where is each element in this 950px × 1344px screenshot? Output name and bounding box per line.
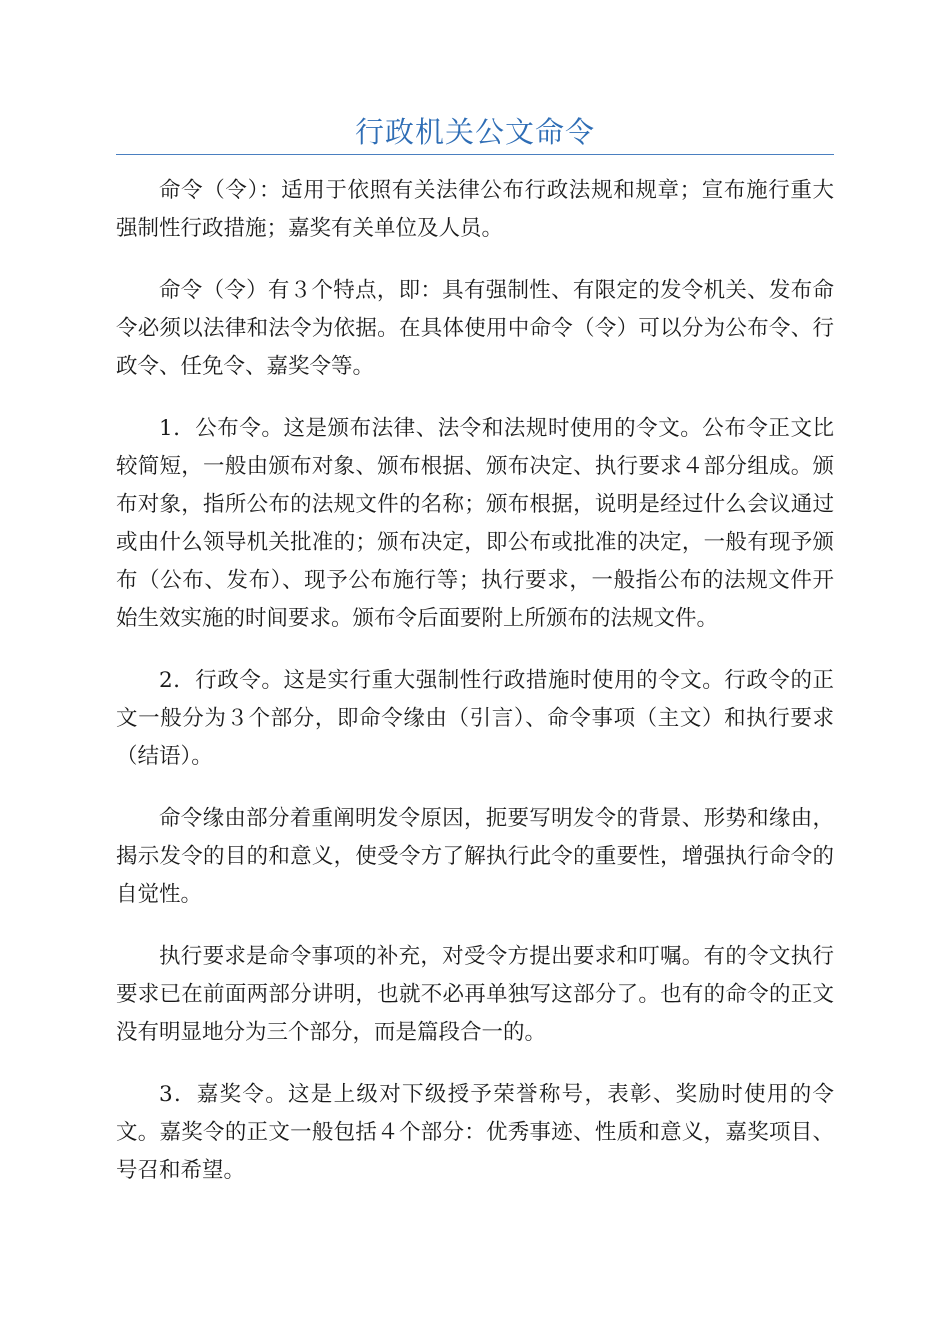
paragraph-publication-order: 1．公布令。这是颁布法律、法令和法规时使用的令文。公布令正文比较简短，一般由颁布对象、颁布根据、颁布决定、执行要求４部分组成。颁布对象，指所公布的法规文件的名称；颁布根据，说明是经过什么会议通过或由什么领导机关批准的；颁布决定，即公布或批准的决定，一般有现予颁布（公布、发布）、现予公布施行等；执行要求，一般指公布的法规文件开始生效实施的时间要求。颁布令后面要附上所颁布的法规文件。 [116, 416, 834, 631]
paragraph-intro: 命令（令）：适用于依照有关法律公布行政法规和规章；宣布施行重大强制性行政措施；嘉奖有关单位及人员。 [116, 178, 834, 241]
title-underline [116, 154, 834, 155]
paragraph-commendation-order: 3．嘉奖令。这是上级对下级授予荣誉称号，表彰、奖励时使用的令文。嘉奖令的正文一般包括４个部分：优秀事迹、性质和意义，嘉奖项目、号召和希望。 [116, 1082, 834, 1183]
paragraph-features: 命令（令）有３个特点，即：具有强制性、有限定的发令机关、发布命令必须以法律和法令为依据。在具体使用中命令（令）可以分为公布令、行政令、任免令、嘉奖令等。 [116, 278, 834, 379]
paragraph-order-reason: 命令缘由部分着重阐明发令原因，扼要写明发令的背景、形势和缘由，揭示发令的目的和意义，使受令方了解执行此令的重要性，增强执行命令的自觉性。 [116, 806, 834, 907]
page-title: 行政机关公文命令 [354, 115, 595, 149]
paragraph-execution-requirements: 执行要求是命令事项的补充，对受令方提出要求和叮嘱。有的令文执行要求已在前面两部分讲明，也就不必再单独写这部分了。也有的命令的正文没有明显地分为三个部分，而是篇段合一的。 [116, 944, 834, 1045]
paragraph-administrative-order: 2．行政令。这是实行重大强制性行政措施时使用的令文。行政令的正文一般分为３个部分，即命令缘由（引言）、命令事项（主文）和执行要求（结语）。 [116, 668, 834, 769]
document-body [116, 172, 834, 1214]
